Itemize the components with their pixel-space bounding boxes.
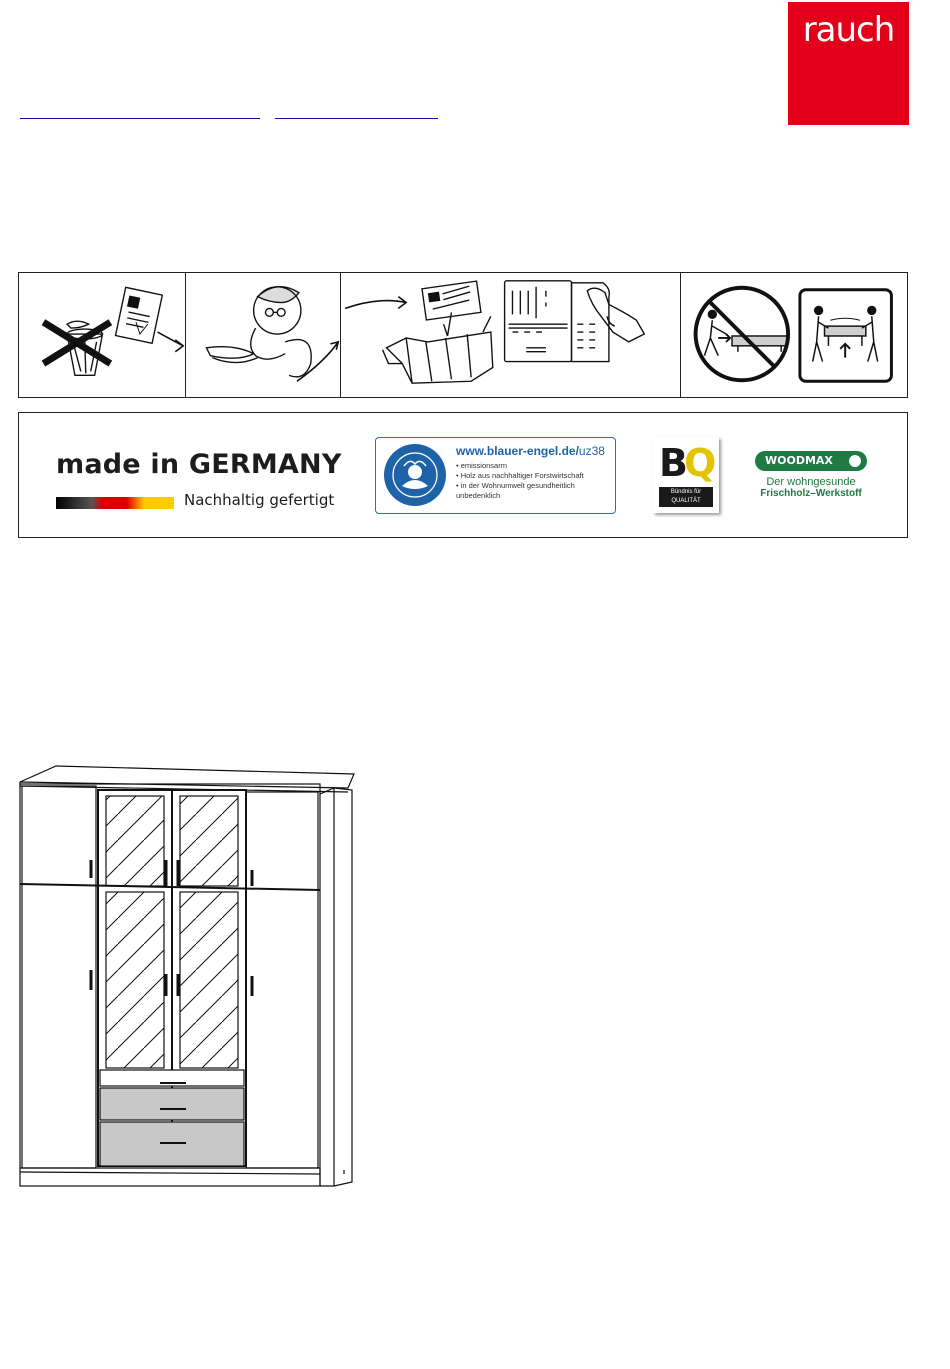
- info-pictogram-strip: [18, 272, 908, 398]
- header-link-1[interactable]: [20, 100, 260, 119]
- bq-caption: Bündnis für QUALITÄT: [659, 487, 713, 507]
- keep-documents-icon: [341, 273, 681, 397]
- read-instructions-icon: [186, 273, 341, 397]
- criteria-item: • Holz aus nachhaltiger Forstwirtschaft: [456, 471, 614, 481]
- bq-quality-badge: [653, 437, 719, 513]
- made-in-title: made in GERMANY: [56, 449, 342, 480]
- lift-do-not-push-icon: [681, 273, 907, 397]
- bq-letters: BQ: [659, 441, 713, 485]
- certification-strip: [18, 412, 908, 538]
- no-trash-icon: [19, 273, 186, 397]
- woodmax-logo: WOODMAX: [755, 451, 867, 471]
- header-link-2[interactable]: [275, 100, 438, 119]
- blauer-engel-seal-icon: [384, 444, 446, 506]
- made-in-subtitle: Nachhaltig gefertigt: [184, 491, 335, 509]
- criteria-item: • emissionsarm: [456, 461, 614, 471]
- woodmax-line-1: Der wohngesunde: [766, 476, 856, 488]
- woodmax-line-2: Frischholz–Werkstoff: [760, 488, 862, 499]
- wardrobe-illustration: [14, 762, 359, 1198]
- made-in-germany-badge: [56, 449, 356, 509]
- blauer-engel-criteria: [456, 461, 614, 501]
- logo-text: rauch: [802, 10, 895, 50]
- germany-color-bar: [56, 497, 174, 509]
- blauer-engel-badge: [375, 437, 616, 514]
- blauer-engel-url[interactable]: www.blauer-engel.de/uz38: [456, 444, 605, 458]
- criteria-item: • in der Wohnumwelt gesundheitlich unbedenklich: [456, 481, 614, 501]
- rauch-logo: [788, 2, 909, 125]
- woodmax-badge: [755, 451, 875, 499]
